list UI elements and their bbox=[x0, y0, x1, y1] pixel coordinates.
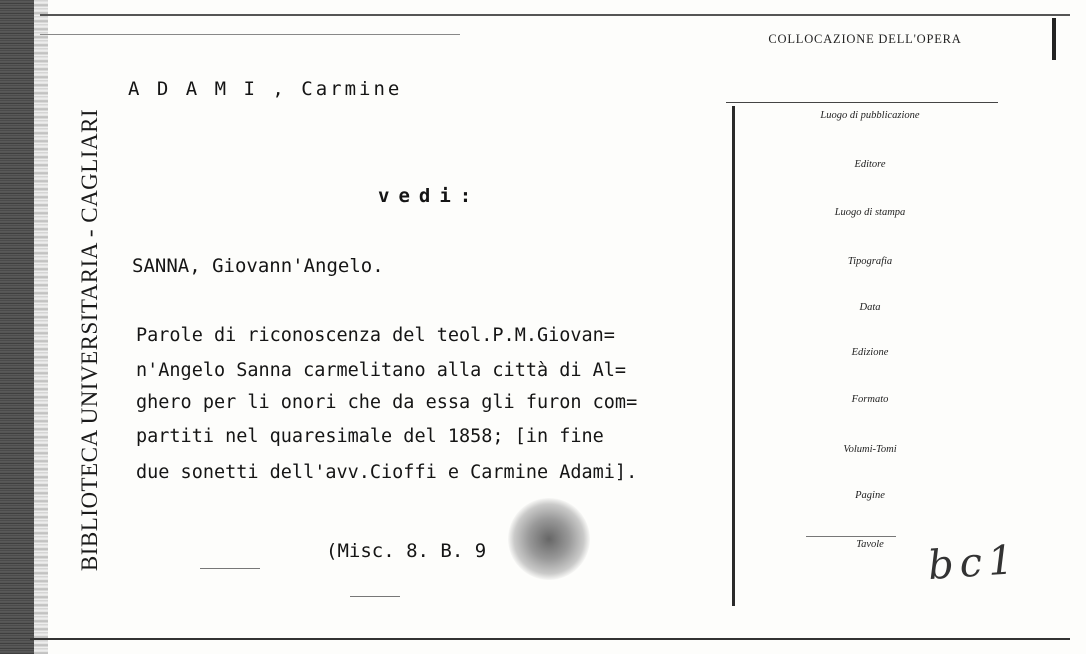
field-pagine: Pagine bbox=[855, 490, 885, 501]
card-edge-scan-artifact bbox=[0, 0, 34, 654]
bottom-border-line bbox=[30, 638, 1070, 640]
entry-name: SANNA, Giovann'Angelo. bbox=[132, 255, 384, 277]
library-stamp-label bbox=[62, 90, 118, 590]
field-editore: Editore bbox=[854, 159, 886, 170]
top-border-line bbox=[40, 14, 1070, 16]
author-heading: A D A M I , Carmine bbox=[128, 78, 403, 100]
collocation-panel-divider bbox=[732, 106, 735, 606]
tavole-rule bbox=[806, 536, 896, 537]
field-tipografia: Tipografia bbox=[847, 256, 893, 267]
collocation-panel-title: COLLOCAZIONE DELL'OPERA bbox=[768, 32, 962, 46]
shelfmark: (Misc. 8. B. 9 bbox=[326, 540, 487, 562]
right-edge-mark bbox=[1052, 18, 1056, 60]
field-formato: Formato bbox=[851, 394, 889, 405]
top-secondary-line bbox=[40, 34, 460, 35]
title-line-1: Parole di riconoscenza del teol.P.M.Giovan= bbox=[136, 325, 615, 346]
handwritten-number: bc1 bbox=[926, 536, 1021, 590]
field-luogo-pubblicazione: Luogo di pubblicazione bbox=[820, 110, 920, 121]
title-line-5: due sonetti dell'avv.Cioffi e Carmine Adami]. bbox=[136, 462, 638, 483]
library-seal-stamp bbox=[508, 498, 590, 580]
title-line-3: ghero per li onori che da essa gli furon com= bbox=[136, 392, 638, 413]
cross-reference-vedi: vedi: bbox=[378, 185, 481, 207]
field-edizione: Edizione bbox=[851, 347, 889, 358]
field-luogo-stampa: Luogo di stampa bbox=[834, 207, 906, 218]
library-name: BIBLIOTECA UNIVERSITARIA - CAGLIARI bbox=[77, 108, 102, 572]
field-volumi-tomi: Volumi-Tomi bbox=[843, 444, 897, 455]
faint-rule-1 bbox=[200, 568, 260, 569]
title-line-2: n'Angelo Sanna carmelitano alla città di Al= bbox=[136, 360, 627, 381]
faint-rule-2 bbox=[350, 596, 400, 597]
field-data: Data bbox=[859, 302, 881, 313]
card-edge-shadow bbox=[34, 0, 48, 654]
field-tavole: Tavole bbox=[856, 539, 884, 550]
title-line-4: partiti nel quaresimale del 1858; [in fine bbox=[136, 426, 604, 447]
collocation-panel-top-rule bbox=[726, 102, 998, 103]
